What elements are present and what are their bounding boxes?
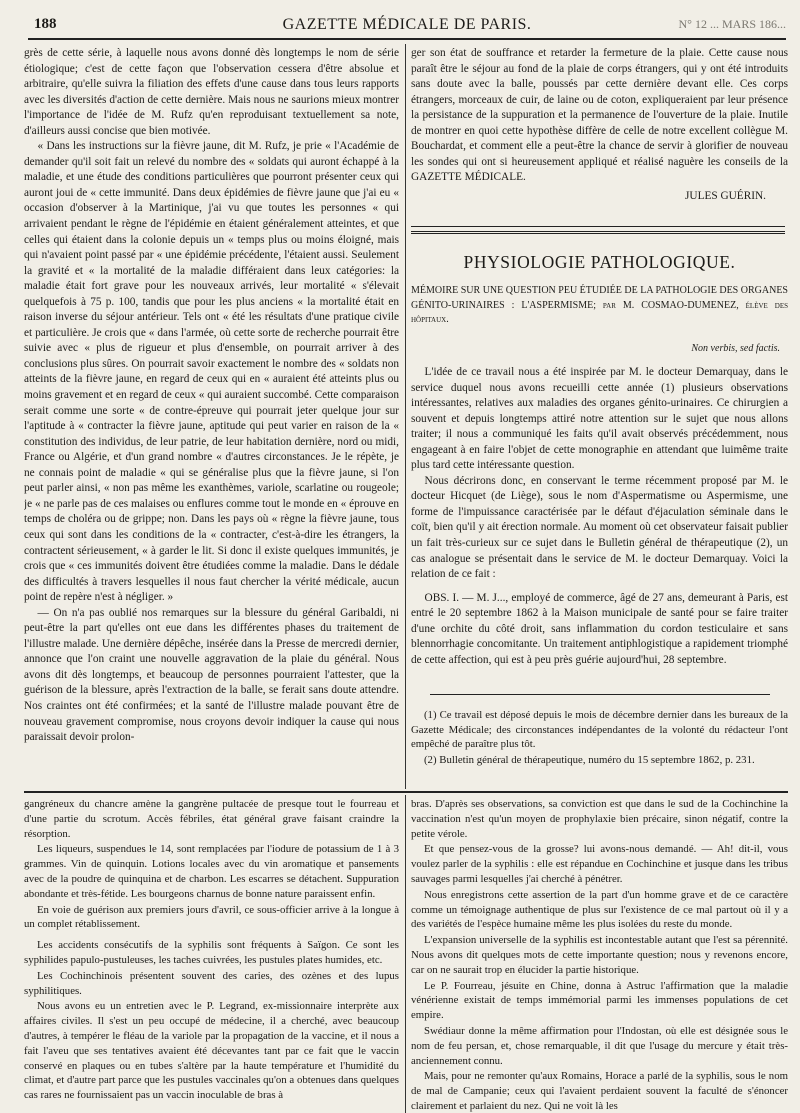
memoir-title: MÉMOIRE SUR UNE QUESTION PEU ÉTUDIÉE DE LA PATHOLOGIE DES ORGANES GÉNITO-URINAIRES : L'ASPERMISME; par M. COSMAO-DUMENEZ, élève des hôpitaux.: [411, 285, 788, 325]
right-column-top: [411, 46, 788, 221]
paragraph: grès de cette série, à laquelle nous avons donné dès longtemps le nom de série étiologique; c'est de cette façon que l'observation cessera d'être absolue et arbitraire, qu'elle suivra la filiation des effets d'une cause dans tous leurs rapports avec les diversités d'action de cette dernière. Mais nous ne saurions mieux montrer l'importance de l'idée de M. Rufz qu'en reproduisant textuellement sa note, d'ailleurs aussi concise que bien motivée.: [24, 47, 399, 137]
paragraph: gangréneux du chancre amène la gangrène pultacée de presque tout le fourreau et d'une partie du scrotum. Accès fébriles, état général grave faisant craindre la résorption.: [24, 798, 399, 840]
paragraph: Les Cochinchinois présentent souvent des caries, des ozènes et des lupus syphilitiques.: [24, 969, 399, 997]
paragraph: Mais, pour ne remonter qu'aux Romains, Horace a parlé de la syphilis, sous le nom de mal de Campanie; ceux qui l'avaient perdaient souvent la faculté de s'énoncer clairement et parlaient du nez. Qui ne voit là les: [411, 1070, 788, 1112]
footnotes: [411, 708, 788, 768]
paragraph: En voie de guérison aux premiers jours d'avril, ce sous-officier arrive à la longue à un complet rétablissement.: [24, 903, 399, 931]
bottom-section-rule: [24, 791, 788, 793]
section-rule: [411, 226, 785, 227]
paragraph: L'expansion universelle de la syphilis est incontestable autant que l'est sa pérennité. Nous avons dit quelques mots de cette importante question; nous y revenons encore, car on ne saurait trop en élucider la partie historique.: [411, 934, 788, 976]
paragraph: Nous décrirons donc, en conservant le terme récemment proposé par M. le docteur Hicquet (de Liège), sous le nom d'Aspermatisme ou Aspermisme, une forme de l'impuissance caractérisée par le défaut d'éjaculation séminale dans le coït, bien qu'il y ait érection normale. Au moment où cet observateur faisait publier un fait très-curieux sur ce sujet dans le Bulletin général de thérapeutique (2), un cas analogue se présentait dans le service de M. le docteur Demarquay. Voici la relation de ce fait :: [411, 474, 788, 581]
right-column-article: [411, 365, 788, 687]
epigraph: Non verbis, sed factis.: [691, 343, 780, 354]
left-column-bottom: [24, 797, 399, 1113]
paragraph: Nous avons eu un entretien avec le P. Legrand, ex-missionnaire interprète aux affaires civiles. Il s'est un peu occupé de médecine, il a cherché, avec beaucoup d'autres, à tempérer le fléau de la variole par la propagation de la vaccine, et il nous a fait l'aveu que ses tentatives avaient été décevantes tant par ce fait que le vaccin conservé en plaques ou en tubes s'altère par la haute température et l'humidité du climat, et d'autre part parce que les pustules vaccinales qu'on a obtenues dans quelques cas rares ne fournissaient pas un vaccin inoculable de bras à: [24, 1000, 399, 1102]
paragraph: Et que pensez-vous de la grosse? lui avons-nous demandé. — Ah! dit-il, vous voulez parler de la syphilis : elle est répandue en Cochinchine et jusque dans les tribus sauvages parmi lesquelles j'ai cherché à pénétrer.: [411, 843, 788, 885]
paragraph-quote: « Dans les instructions sur la fièvre jaune, dit M. Rufz, je prie « l'Académie de demander qu'il soit fait un relevé du nombre des « soldats qui auront échappé à la maladie, et une étude des conditions particulières que pourront présenter ceux qui auront joui de « cette immunité. Dans deux épidémies de fièvre jaune que j'ai eu « occasion d'observer à la Martinique, j'ai vu que toutes les personnes « qui arrivaient pendant le règne de l'épidémie en étaient généralement atteintes, et que celles qui étaient dans la colonie depuis un « temps plus ou moins éloigné, mais qui n'avaient point passé par « une épidémie précédente, l'étaient aussi. Seulement la gravité et « la mortalité de la maladie différaient dans leux catégories: la maladie était fort grave pour les nouveaux arrivés, leur mortalité « s'élevait quelquefois à 75 p. 100, tandis que pour les plus anciens « la mortalité était en raison inverse du séjour antérieur. Tels ont « été les résultats d'une pratique civile et particulière. Je crois que « dans l'armée, où cette sorte de recherche pourrait être suivie avec « plus de rigueur et plus d'ensemble, on pourrait arriver à des conclusions plus sûres. On pourrait savoir exactement le nombre des « soldats non atteints de la fièvre jaune, en regard de ceux qui en « auraient été atteints plus ou moins gravement et en regard de ceux « qui auraient succombé. Cette comparaison serait comme une sorte « de contre-épreuve qui pourrait jeter quelque jour sur l'aptitude à « contracter la fièvre jaune, aptitude qui peut varier en raison de la « constitution des individus, de leur patrie, de leur habitation dernière, nord ou midi, France ou Algérie, et d'un grand nombre « d'autres circonstances. Je le répète, je ne connais point de maladie « qui se généralise plus que la fièvre jaune, si l'on peut parler ainsi, « non pas même les exanthèmes, variole, scarlatine ou rougeole; je « ne parle pas de ces malaises ou enflures comme tout le monde en « éprouve en temps de choléra ou de grippe; non. Dans les pays où « règne la fièvre jaune, tous ceux qui sont dans les conditions de la « contracter, c'est-à-dire les étrangers, la contractent sérieusement, « à garder le lit. Si donc il existe quelques immunités, je crois que « ces immunités doivent être étudiées comme la maladie. Dans le dédale des difficultés à travers lesquelles il nous faut chercher la vérité médicale, aucun point de repère n'est à négliger. »: [24, 140, 399, 604]
paragraph: Le P. Fourreau, jésuite en Chine, donna à Astruc l'affirmation que la maladie vénérienne existait de temps immémorial parmi les immenses populations de cet empire.: [411, 979, 788, 1022]
header-rule: [28, 38, 786, 40]
paragraph: ger son état de souffrance et retarder la fermeture de la plaie. Cette cause nous paraît être le séjour au fond de la plaie de corps étrangers, qui y ont été introduits sans doute avec la balle, poussés par cette dernière devant elle. Ces corps étrangers, morceaux de cuir, de laine ou de coton, expliqueraient par leur présence la persistance de la suppuration et la permanence de l'ouverture de la plaie. Inutile de montrer en quoi cette hypothèse diffère de celle de notre excellent collègue M. Bouchardat, et comment elle a peut-être la chance de servir à glorifier de nouveau les sondes qui ont si heureusement appliqué et réalisé naguère les conseils de la GAZETTE MÉDICALE.: [411, 47, 788, 184]
observation-paragraph: OBS. I. — M. J..., employé de commerce, âgé de 27 ans, demeurant à Paris, est entré le 20 septembre 1862 à la Maison municipale de santé pour se faire traiter d'une orchite du côté droit, sans inflammation du cordon testiculaire et sans blennorrhagie concomitante. Un traitement antiphlogistique a rapidement triomphé de cette affection, qui est à peu près guérie aujourd'hui, 28 septembre.: [411, 591, 788, 666]
paragraph: Swédiaur donne la même affirmation pour l'Indostan, où elle est désignée sous le nom de feu persan, et, chose remarquable, il dit que l'usage du mercure y était très-anciennement connu.: [411, 1024, 788, 1067]
column-divider-bottom: [405, 795, 406, 1113]
header-date-fragment: N° 12 ... MARS 186...: [678, 17, 786, 31]
page-number: 188: [34, 16, 57, 32]
paragraph: L'idée de ce travail nous a été inspirée par M. le docteur Demarquay, dans le service duquel nous avons recueilli cette année (1) plusieurs observations intéressantes, relatives aux maladies des organes génito-urinaires. Ce chirurgien a souvent et depuis longtemps attiré notre attention sur le sujet que nous allons traiter; il nous a communiqué les faits qu'il avait observés précédemment, nous engageant à en faire l'objet de cette monographie en attendant que luimême traite plus tard cette intéressante question.: [411, 366, 788, 472]
left-column-top: [24, 46, 399, 786]
section-title: PHYSIOLOGIE PATHOLOGIQUE.: [463, 252, 736, 272]
footnote-rule: [430, 694, 770, 695]
paragraph: Les liqueurs, suspendues le 14, sont remplacées par l'iodure de potassium de 1 à 3 grammes. Vin de quinquin. Lotions locales avec du vin aromatique et pansements avec de la poudre de quinquina et de charbon. Les escarres se détachent. Suppuration abondante et très-fétide. Les bourgeons charnus de bonne nature paraissent enfin.: [24, 843, 399, 900]
paragraph: Les accidents consécutifs de la syphilis sont fréquents à Saïgon. Ce sont les syphilides papulo-pustuleuses, les taches cuivrées, les pustules plates humides, etc.: [24, 939, 399, 966]
section-double-rule: [411, 231, 785, 234]
paragraph: bras. D'après ses observations, sa conviction est que dans le sud de la Cochinchine la vaccination n'est qu'un moyen de prophylaxie bien précaire, sinon négatif, contre la petite vérole.: [411, 798, 788, 840]
page-header: [28, 12, 786, 34]
paragraph: — On n'a pas oublié nos remarques sur la blessure du général Garibaldi, ni peut-être la part qu'elles ont eue dans les différentes phases du traitement de l'illustre malade. Une dernière dépêche, insérée dans la Presse de mercredi dernier, annonce que l'on craint une nouvelle aggravation de la plaie du général. Nous avons dit dès longtemps, et beaucoup de personnes pourraient l'attester, que la guérison de la blessure, après l'extraction de la balle, se ferait sans doute attendre. Nos craintes ont été confirmées; et la santé de l'illustre malade pouvant être de nouveau gravement compromise, nous croyons devoir indiquer la cause qui nous paraissait devoir prolon-: [24, 606, 399, 744]
right-column-bottom: [411, 797, 788, 1113]
journal-title: GAZETTE MÉDICALE DE PARIS.: [282, 16, 532, 33]
footnote: (2) Bulletin général de thérapeutique, numéro du 15 septembre 1862, p. 231.: [423, 753, 755, 766]
column-divider-top: [405, 44, 406, 789]
signature: JULES GUÉRIN.: [685, 189, 766, 202]
paragraph: Nous enregistrons cette assertion de la part d'un homme grave et de ce caractère comme un témoignage authentique de plus sur l'existence de ce mal partout où il y a des variétés de l'espèce humaine même les plus isolées du reste du monde.: [411, 888, 788, 931]
footnote: (1) Ce travail est déposé depuis le mois de décembre dernier dans les bureaux de la Gazette Médicale; des circonstances indépendantes de la volonté du rédacteur l'ont empêché de paraître plus tôt.: [411, 709, 788, 751]
